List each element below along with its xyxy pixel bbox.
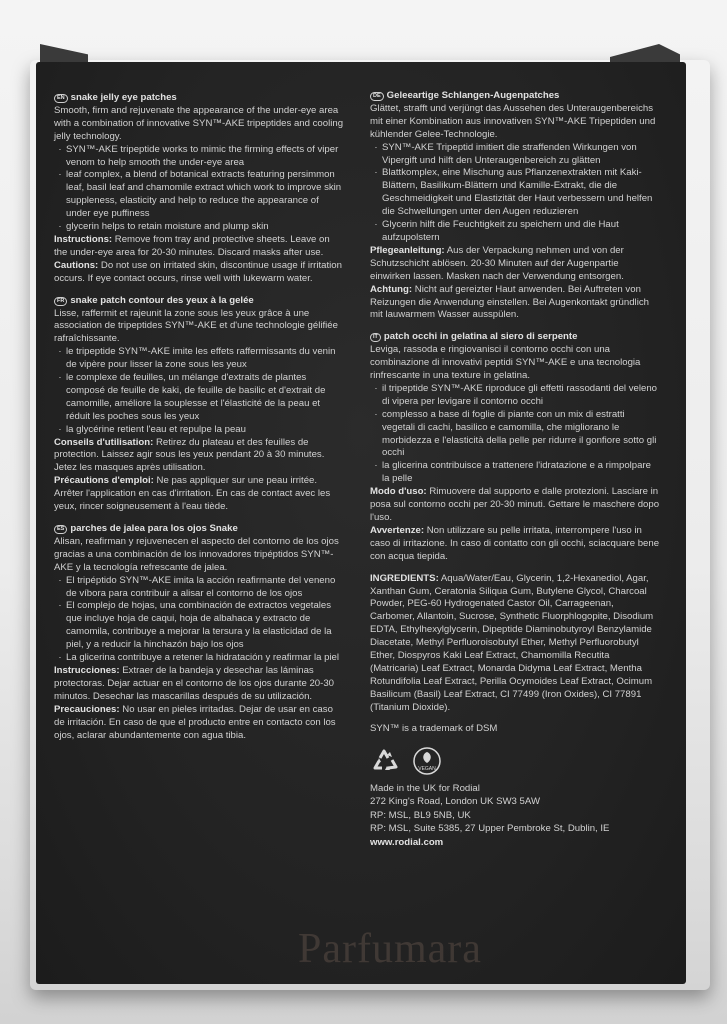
certification-icons (370, 746, 660, 776)
product-box-back (36, 62, 686, 984)
section-title: snake jelly eye patches (70, 92, 177, 103)
bullet-item: · le complexe de feuilles, un mélange d'extraits de plantes composé de feuille de kaki, de feuille de basilic et d'extrait de camomille, améliore la souplesse et l'élasticité de la peau et réduit les poches sous les yeux (58, 372, 326, 422)
svg-text:VEGAN: VEGAN (418, 765, 436, 772)
bullet-item: · complesso a base di foglie di piante con un mix di estratti vegetali di cachi, basilico e camomilla, che migliorano le morbidezza e l'elasticità della pelle per ridurre il gonfiore sotto gli occhi (374, 408, 657, 459)
section-heading (54, 295, 344, 308)
cautions-text: Achtung: Nicht auf gereizter Haut anwenden. Bei Auftreten von Reizungen die Anwendung einstellen. Bei Augenkontakt gründlich mit lauwarmem Wasser ausspülen. (370, 283, 649, 321)
section-de (370, 90, 660, 322)
manufacturer-address (370, 782, 660, 850)
bullet-item: · la glycérine retient l'eau et repulpe la peau (58, 423, 246, 435)
bullet-item: · El tripéptido SYN™-AKE imita la acción reafirmante del veneno de víbora para contribuir a alisar el contorno de los ojos (58, 574, 336, 599)
bullet-item: · SYN™-AKE tripeptide works to mimic the firming effects of viper venom to help smooth the under-eye area (58, 143, 339, 168)
instructions-text: Pflegeanleitung: Aus der Verpackung nehmen und von der Schutzschicht ablösen. 20-30 Minuten auf der Augenpartie einwirken lassen. Masken nach der Verwendung entsorgen. (370, 244, 624, 282)
language-badge: FR (54, 297, 67, 306)
address-line: Made in the UK for Rodial (370, 782, 480, 794)
bullet-item: · SYN™-AKE Tripeptid imitiert die straffenden Wirkungen von Vipergift und hilft den Unteraugenbereich zu glätten (374, 141, 637, 166)
address-line: 272 King's Road, London UK SW3 5AW (370, 796, 540, 808)
bullet-item: · il tripeptide SYN™-AKE riproduce gli effetti rassodanti del veleno di vipera per levigare il contorno occhi (374, 382, 657, 407)
bullet-item: · la glicerina contribuisce a trattenere l'idratazione e a rimpolpare la pelle (374, 460, 651, 485)
bullet-item: · Glycerin hilft die Feuchtigkeit zu speichern und die Haut aufzupolstern (374, 219, 619, 243)
recycle-icon (370, 746, 402, 776)
trademark-text: SYN™ is a trademark of DSM (370, 722, 498, 734)
watermark: Parfumara (298, 926, 482, 972)
bullet-item: · glycerin helps to retain moisture and plump skin (58, 221, 269, 233)
address-line: RP: MSL, Suite 5385, 27 Upper Pembroke St, Dublin, IE (370, 823, 610, 835)
intro-text: Leviga, rassoda e ringiovanisci il contorno occhi con una combinazione di innovativi peptidi SYN™-AKE e una tecnologia rinfrescante in una texture in gelatina. (370, 344, 641, 382)
language-badge: ES (54, 525, 67, 534)
ingredients-text: INGREDIENTS: Aqua/Water/Eau, Glycerin, 1,2-Hexanediol, Agar, Xanthan Gum, Ceratonia Siliqua Gum, Butylene Glycol, Charcoal Powder, PEG-60 Hydrogenated Castor Oil, Carrageenan, Carbomer, Allantoin, Sucrose, Synthetic Fluorphlogopite, Disodium EDTA, Ethylhexylglycerin, Dipeptide Diaminobutyroyl Benzylamide Diacetate, Methyl Perfluoroisobutyl Ether, Methyl Perfluorobutyl Ether, Diospyros Kaki Leaf Extract, Chamomilla Recutita (Matricaria) Leaf Extract, Monarda Didyma Leaf Extract, Mentha Rotundifolia Leaf Extract, Perilla Ocymoides Leaf Extract, Ocimum Basilicum (Basil) Leaf Extract, CI 77499 (Iron Oxides), CI 77891 (Titanium Dioxide). (370, 572, 654, 713)
bullet-item: · La glicerina contribuye a retener la hidratación y reafirmar la piel (58, 652, 340, 664)
section-title: snake patch contour des yeux à la gelée (70, 294, 254, 306)
section-heading (54, 92, 344, 105)
cautions-text: Precauciones: No usar en pieles irritadas. Dejar de usar en caso de irritación. En caso de que el producto entre en contacto con los ojos, aclarar abundantemente con agua tibia. (54, 703, 336, 741)
language-badge: IT (370, 333, 381, 342)
section-heading (54, 523, 344, 536)
section-en (54, 92, 344, 286)
section-title: parches de jalea para los ojos Snake (70, 523, 238, 534)
bullet-item: · Blattkomplex, eine Mischung aus Pflanzenextrakten mit Kaki-Blättern, Basilikum-Blättern und Kamille-Extrakt, die die Geschmeidigkeit und Elastizität der Haut verbessern und helfen die Schwellungen unter den Augen reduzieren (374, 167, 653, 218)
section-heading (370, 90, 660, 103)
bullet-item: · El complejo de hojas, una combinación de extractos vegetales que incluye hoja de caqui, hoja de albahaca y extracto de camomila, contribuye a mejorar la tersura y la elasticidad de la piel, y a reducir la hinchazón bajo los ojos (58, 600, 332, 651)
intro-text: Smooth, firm and rejuvenate the appearance of the under-eye area with a combination of innovative SYN™-AKE tripeptides and cooling jelly technology. (54, 104, 344, 142)
cautions-text: Précautions d'emploi: Ne pas appliquer sur une peau irritée. Arrêter l'application en cas d'irritation. En cas de contact avec les yeux, rincer soigneusement à l'eau tiède. (54, 475, 331, 513)
section-es (54, 523, 344, 742)
right-column (370, 90, 660, 849)
address-line: RP: MSL, BL9 5NB, UK (370, 809, 471, 821)
cautions-text: Cautions: Do not use on irritated skin, discontinue usage if irritation occurs. If eye contact occurs, rinse well with lukewarm water. (54, 259, 342, 284)
instructions-text: Conseils d'utilisation: Retirez du plateau et des feuilles de protection. Laissez agir sous les yeux pendant 20 à 30 minutes. Jetez les masques après utilisation. (54, 436, 325, 474)
intro-text: Glättet, strafft und verjüngt das Aussehen des Unteraugenbereichs mit einer Kombination aus innovativen SYN™-AKE Tripeptiden und kühlender Gelee-Technologie. (370, 102, 656, 140)
instructions-text: Modo d'uso: Rimuovere dal supporto e dalle protezioni. Lasciare in posa sul contorno occhi per 20-30 minuti. Gettare le maschere dopo l'uso. (370, 486, 660, 523)
section-it (370, 331, 660, 563)
cautions-text: Avvertenze: Non utilizzare su pelle irritata, interrompere l'uso in caso di irritazione. In caso di contatto con gli occhi, sciacquare bene con acqua tiepida. (370, 524, 660, 562)
section-title: Geleeartige Schlangen-Augenpatches (386, 90, 560, 101)
section-fr (54, 295, 344, 514)
left-column (54, 92, 344, 751)
language-badge: EN (54, 94, 68, 103)
bullet-item: · leaf complex, a blend of botanical extracts featuring persimmon leaf, basil leaf and chamomile extract which work to improve skin suppleness, elasticity and help to reduce the appearance of under eye puffiness (58, 169, 342, 220)
section-heading (370, 331, 660, 344)
intro-text: Lisse, raffermit et rajeunit la zone sous les yeux grâce à une association de tripeptides SYN™-AKE et d'une technologie gélifiée rafraîchissante. (54, 307, 338, 345)
website-text: www.rodial.com (370, 836, 444, 848)
language-badge: DE (370, 92, 384, 101)
section-title: patch occhi in gelatina al siero di serpente (383, 331, 578, 343)
intro-text: Alisan, reafirman y rejuvenecen el aspecto del contorno de los ojos gracias a una combinación de los innovadores tripéptidos SYN™-AKE y la tecnología refrescante de jalea. (54, 535, 339, 573)
instructions-text: Instrucciones: Extraer de la bandeja y desechar las láminas protectoras. Dejar actuar en el contorno de los ojos durante 20-30 minutos. Desechar las mascarillas después de su utilización. (54, 664, 334, 702)
bullet-item: · le tripeptide SYN™-AKE imite les effets raffermissants du venin de vipère pour lisser la zone sous les yeux (58, 346, 336, 371)
vegan-leaf-icon (412, 746, 442, 776)
instructions-text: Instructions: Remove from tray and protective sheets. Leave on the under-eye area for 20-30 minutes. Discard masks after use. (54, 233, 330, 258)
